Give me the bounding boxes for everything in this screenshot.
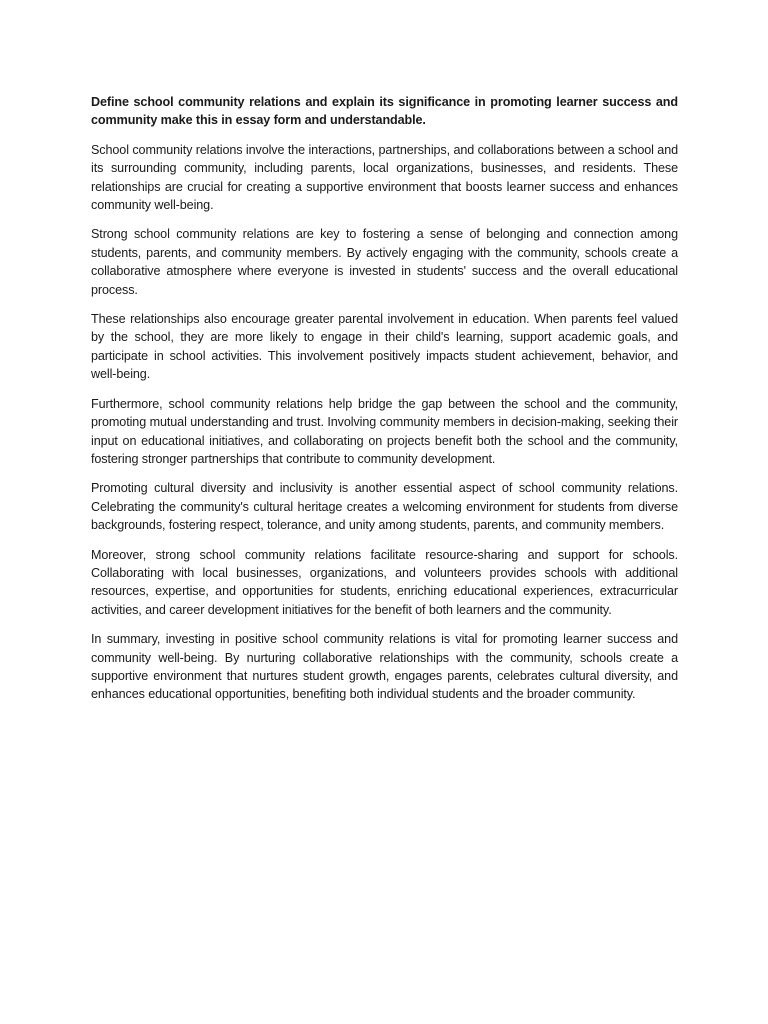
essay-paragraph-4: Furthermore, school community relations help bridge the gap between the school and the community, promoting mutual understanding and trust. Involving community members in decision-making, seeking their input on educational initiatives, and collaborating on projects benefit both the school and the community, fostering stronger partnerships that contribute to community development. [91, 396, 678, 466]
essay-body [91, 93, 678, 715]
essay-paragraph-6: Moreover, strong school community relations facilitate resource-sharing and support for schools. Collaborating with local businesses, organizations, and volunteers provides schools with additional resources, expertise, and opportunities for students, enriching educational experiences, extracurricular activities, and career development initiatives for the benefit of both learners and the community. [91, 547, 678, 617]
essay-paragraph-5: Promoting cultural diversity and inclusivity is another essential aspect of school community relations. Celebrating the community's cultural heritage creates a welcoming environment for students from diverse backgrounds, fostering respect, tolerance, and unity among students, parents, and community members. [91, 481, 678, 533]
essay-prompt: Define school community relations and explain its significance in promoting learner success and community make this in essay form and understandable. [91, 95, 678, 128]
essay-paragraph-2: Strong school community relations are key to fostering a sense of belonging and connection among students, parents, and community members. By actively engaging with the community, schools create a collaborative atmosphere where everyone is invested in students' success and the overall educational process. [91, 227, 678, 297]
essay-paragraph-3: These relationships also encourage greater parental involvement in education. When parents feel valued by the school, they are more likely to engage in their child's learning, support academic goals, and participate in school activities. This involvement positively impacts student achievement, behavior, and well-being. [91, 312, 678, 382]
essay-paragraph-1: School community relations involve the interactions, partnerships, and collaborations between a school and its surrounding community, including parents, local organizations, businesses, and residents. These relationships are crucial for creating a supportive environment that boosts learner success and enhances community well-being. [91, 142, 678, 213]
essay-paragraph-7: In summary, investing in positive school community relations is vital for promoting learner success and community well-being. By nurturing collaborative relationships with the community, schools create a supportive environment that nurtures student growth, engages parents, celebrates cultural diversity, and enhances educational opportunities, benefiting both individual students and the broader community. [91, 632, 678, 702]
